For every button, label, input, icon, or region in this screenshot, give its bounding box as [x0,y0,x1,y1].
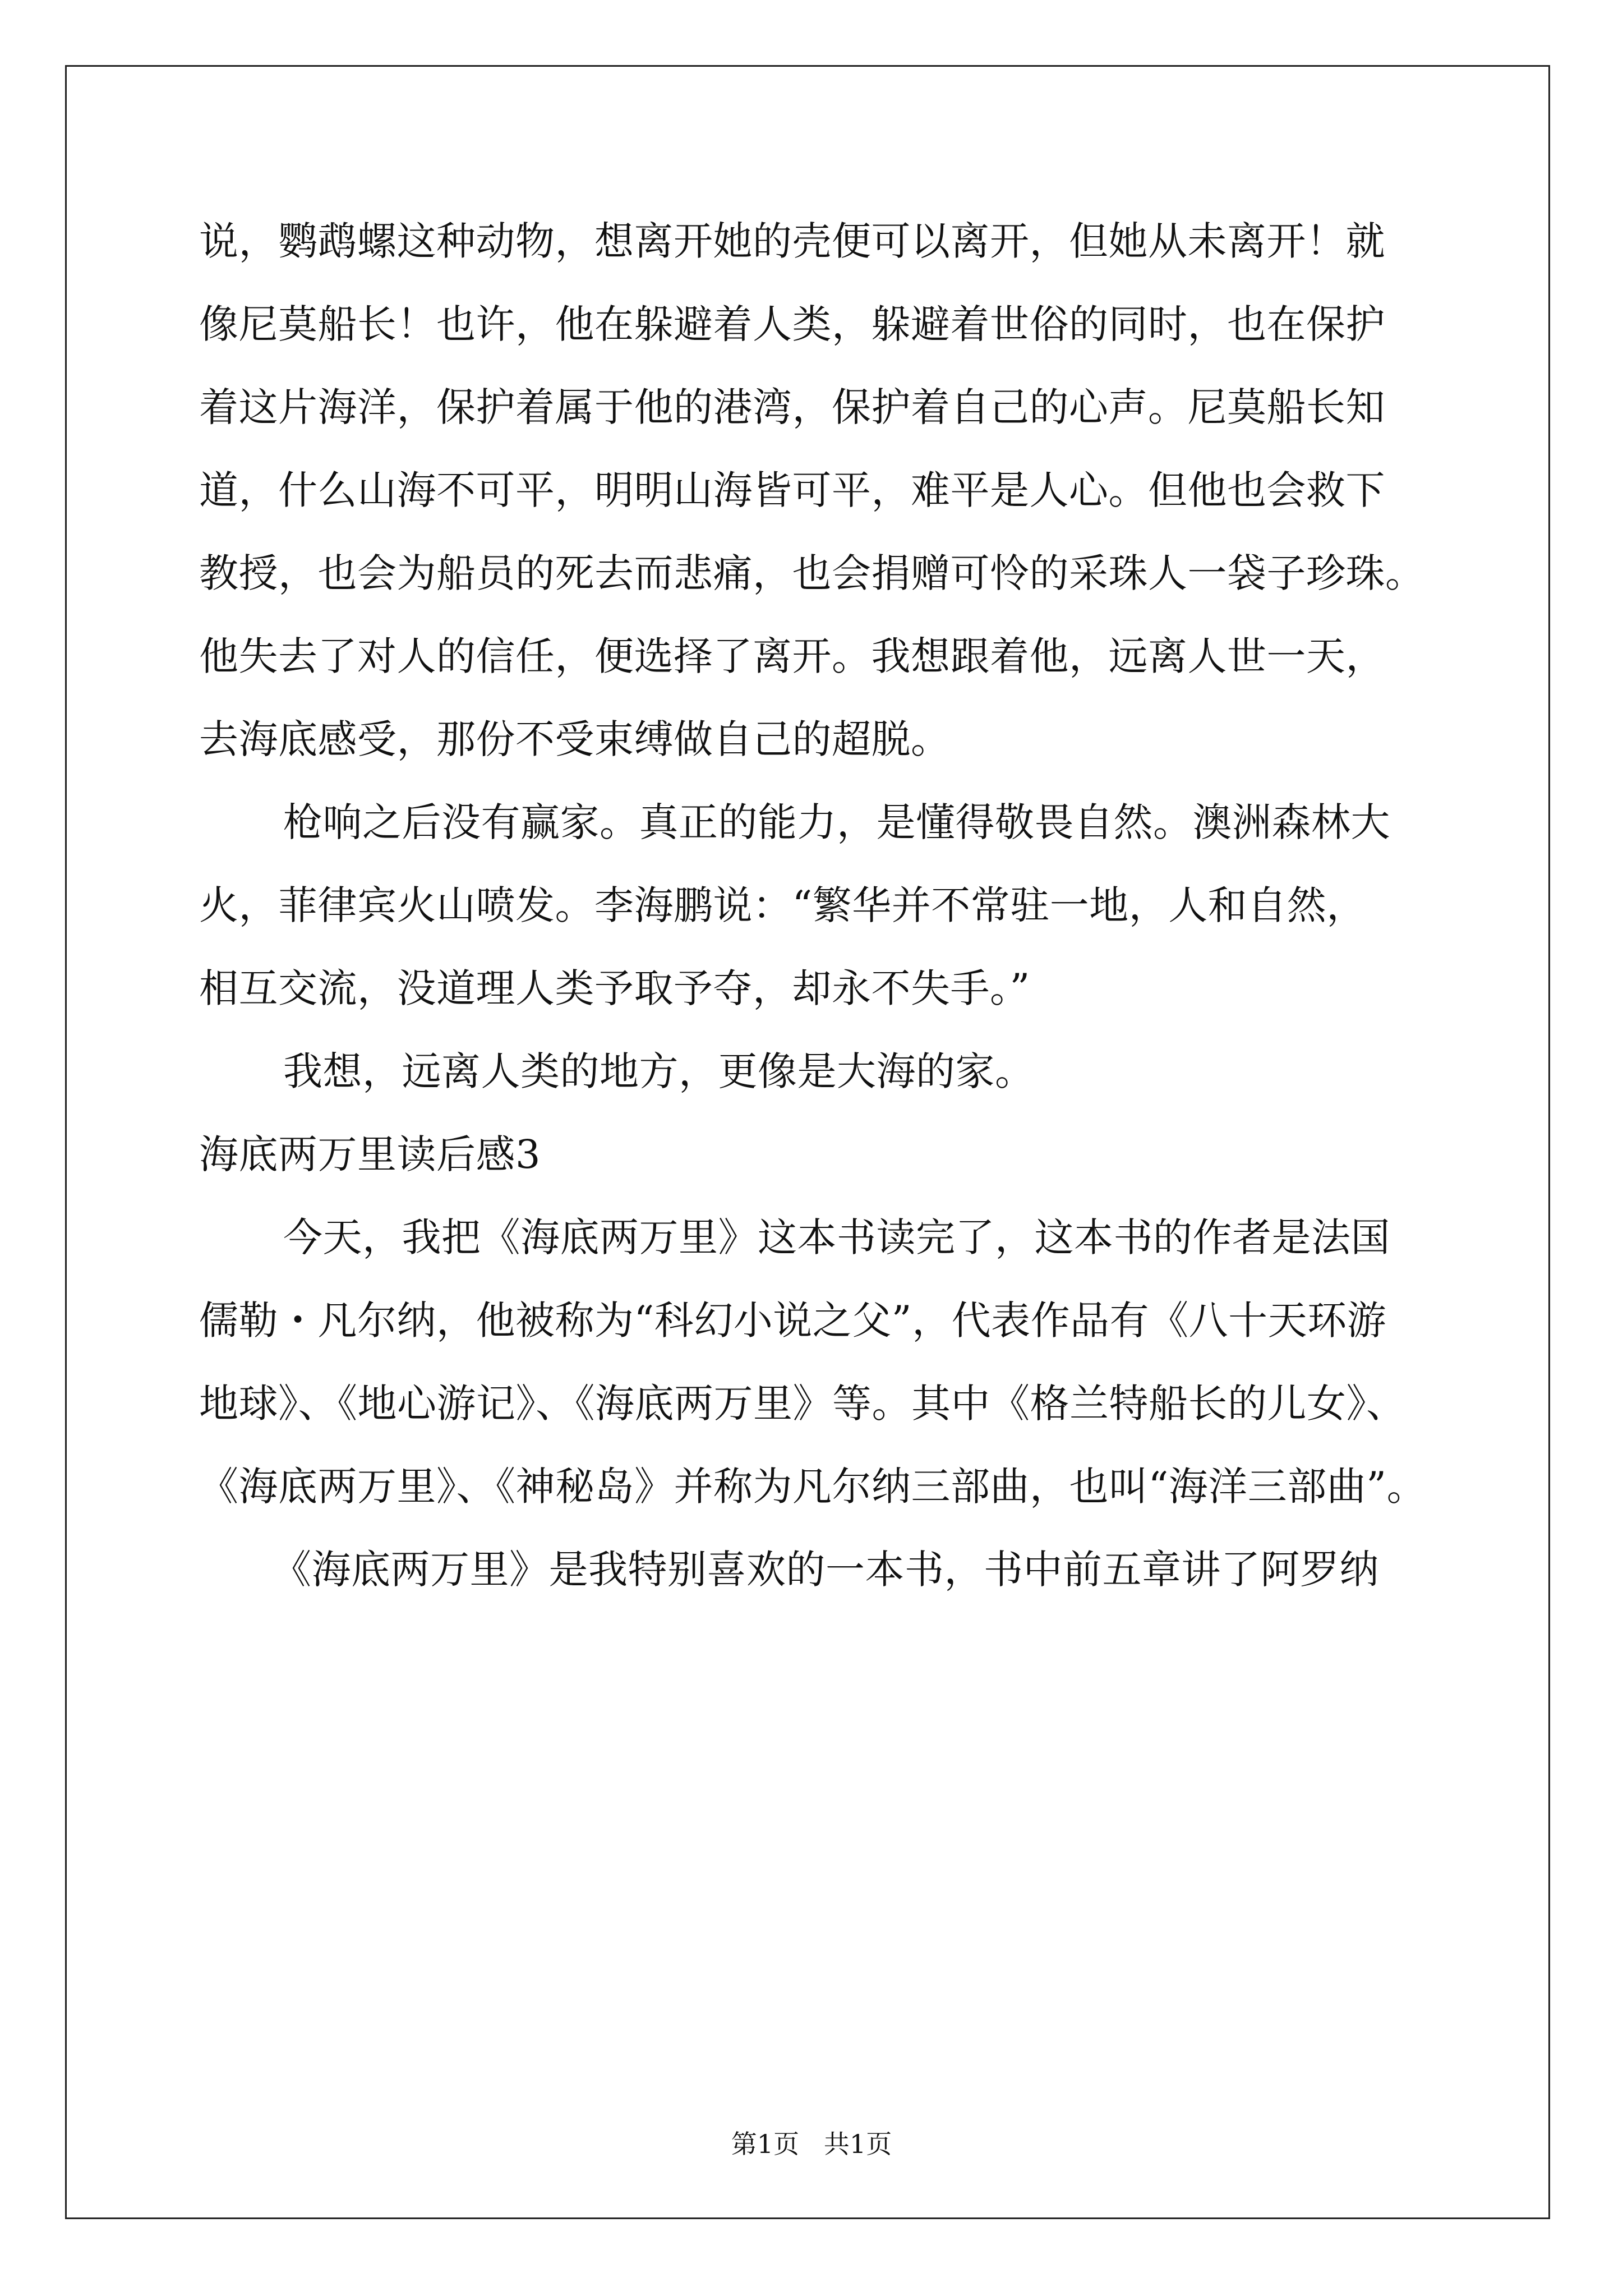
paragraph-line: 像尼莫船长！也许，他在躲避着人类，躲避着世俗的同时，也在保护 [199,301,1385,347]
paragraph-line: 道，什么山海不可平，明明山海皆可平，难平是人心。但他也会救下 [199,467,1385,513]
page-number-footer: 第1页 共1页 [731,2129,892,2159]
paragraph-line: 《海底两万里》是我特别喜欢的一本书，书中前五章讲了阿罗纳 [272,1547,1379,1593]
paragraph-line: 我想，远离人类的地方，更像是大海的家。 [283,1048,1035,1094]
paragraph-line: 《海底两万里》、《神秘岛》并称为凡尔纳三部曲，也叫“海洋三部曲”。 [199,1464,1427,1510]
section-heading: 海底两万里读后感3 [199,1131,541,1177]
paragraph-line: 着这片海洋，保护着属于他的港湾，保护着自己的心声。尼莫船长知 [199,384,1385,430]
paragraph-line: 儒勒・凡尔纳，他被称为“科幻小说之父”，代表作品有《八十天环游 [199,1297,1387,1343]
paragraph-line: 枪响之后没有赢家。真正的能力，是懂得敬畏自然。澳洲森林大 [283,799,1390,845]
paragraph-line: 说，鹦鹉螺这种动物，想离开她的壳便可以离开，但她从未离开！就 [199,218,1385,264]
paragraph-line: 今天，我把《海底两万里》这本书读完了，这本书的作者是法国 [283,1214,1390,1260]
paragraph-line: 他失去了对人的信任，便选择了离开。我想跟着他，远离人世一天， [199,633,1385,679]
paragraph-line: 地球》、《地心游记》、《海底两万里》等。其中《格兰特船长的儿女》、 [199,1381,1406,1427]
paragraph-line: 去海底感受，那份不受束缚做自己的超脱。 [199,716,951,762]
paragraph-line: 相互交流，没道理人类予取予夺，却永不失手。” [199,965,1030,1011]
paragraph-line: 火，菲律宾火山喷发。李海鹏说：“繁华并不常驻一地，人和自然， [199,882,1366,928]
paragraph-line: 教授，也会为船员的死去而悲痛，也会捐赠可怜的采珠人一袋子珍珠。 [199,550,1425,596]
